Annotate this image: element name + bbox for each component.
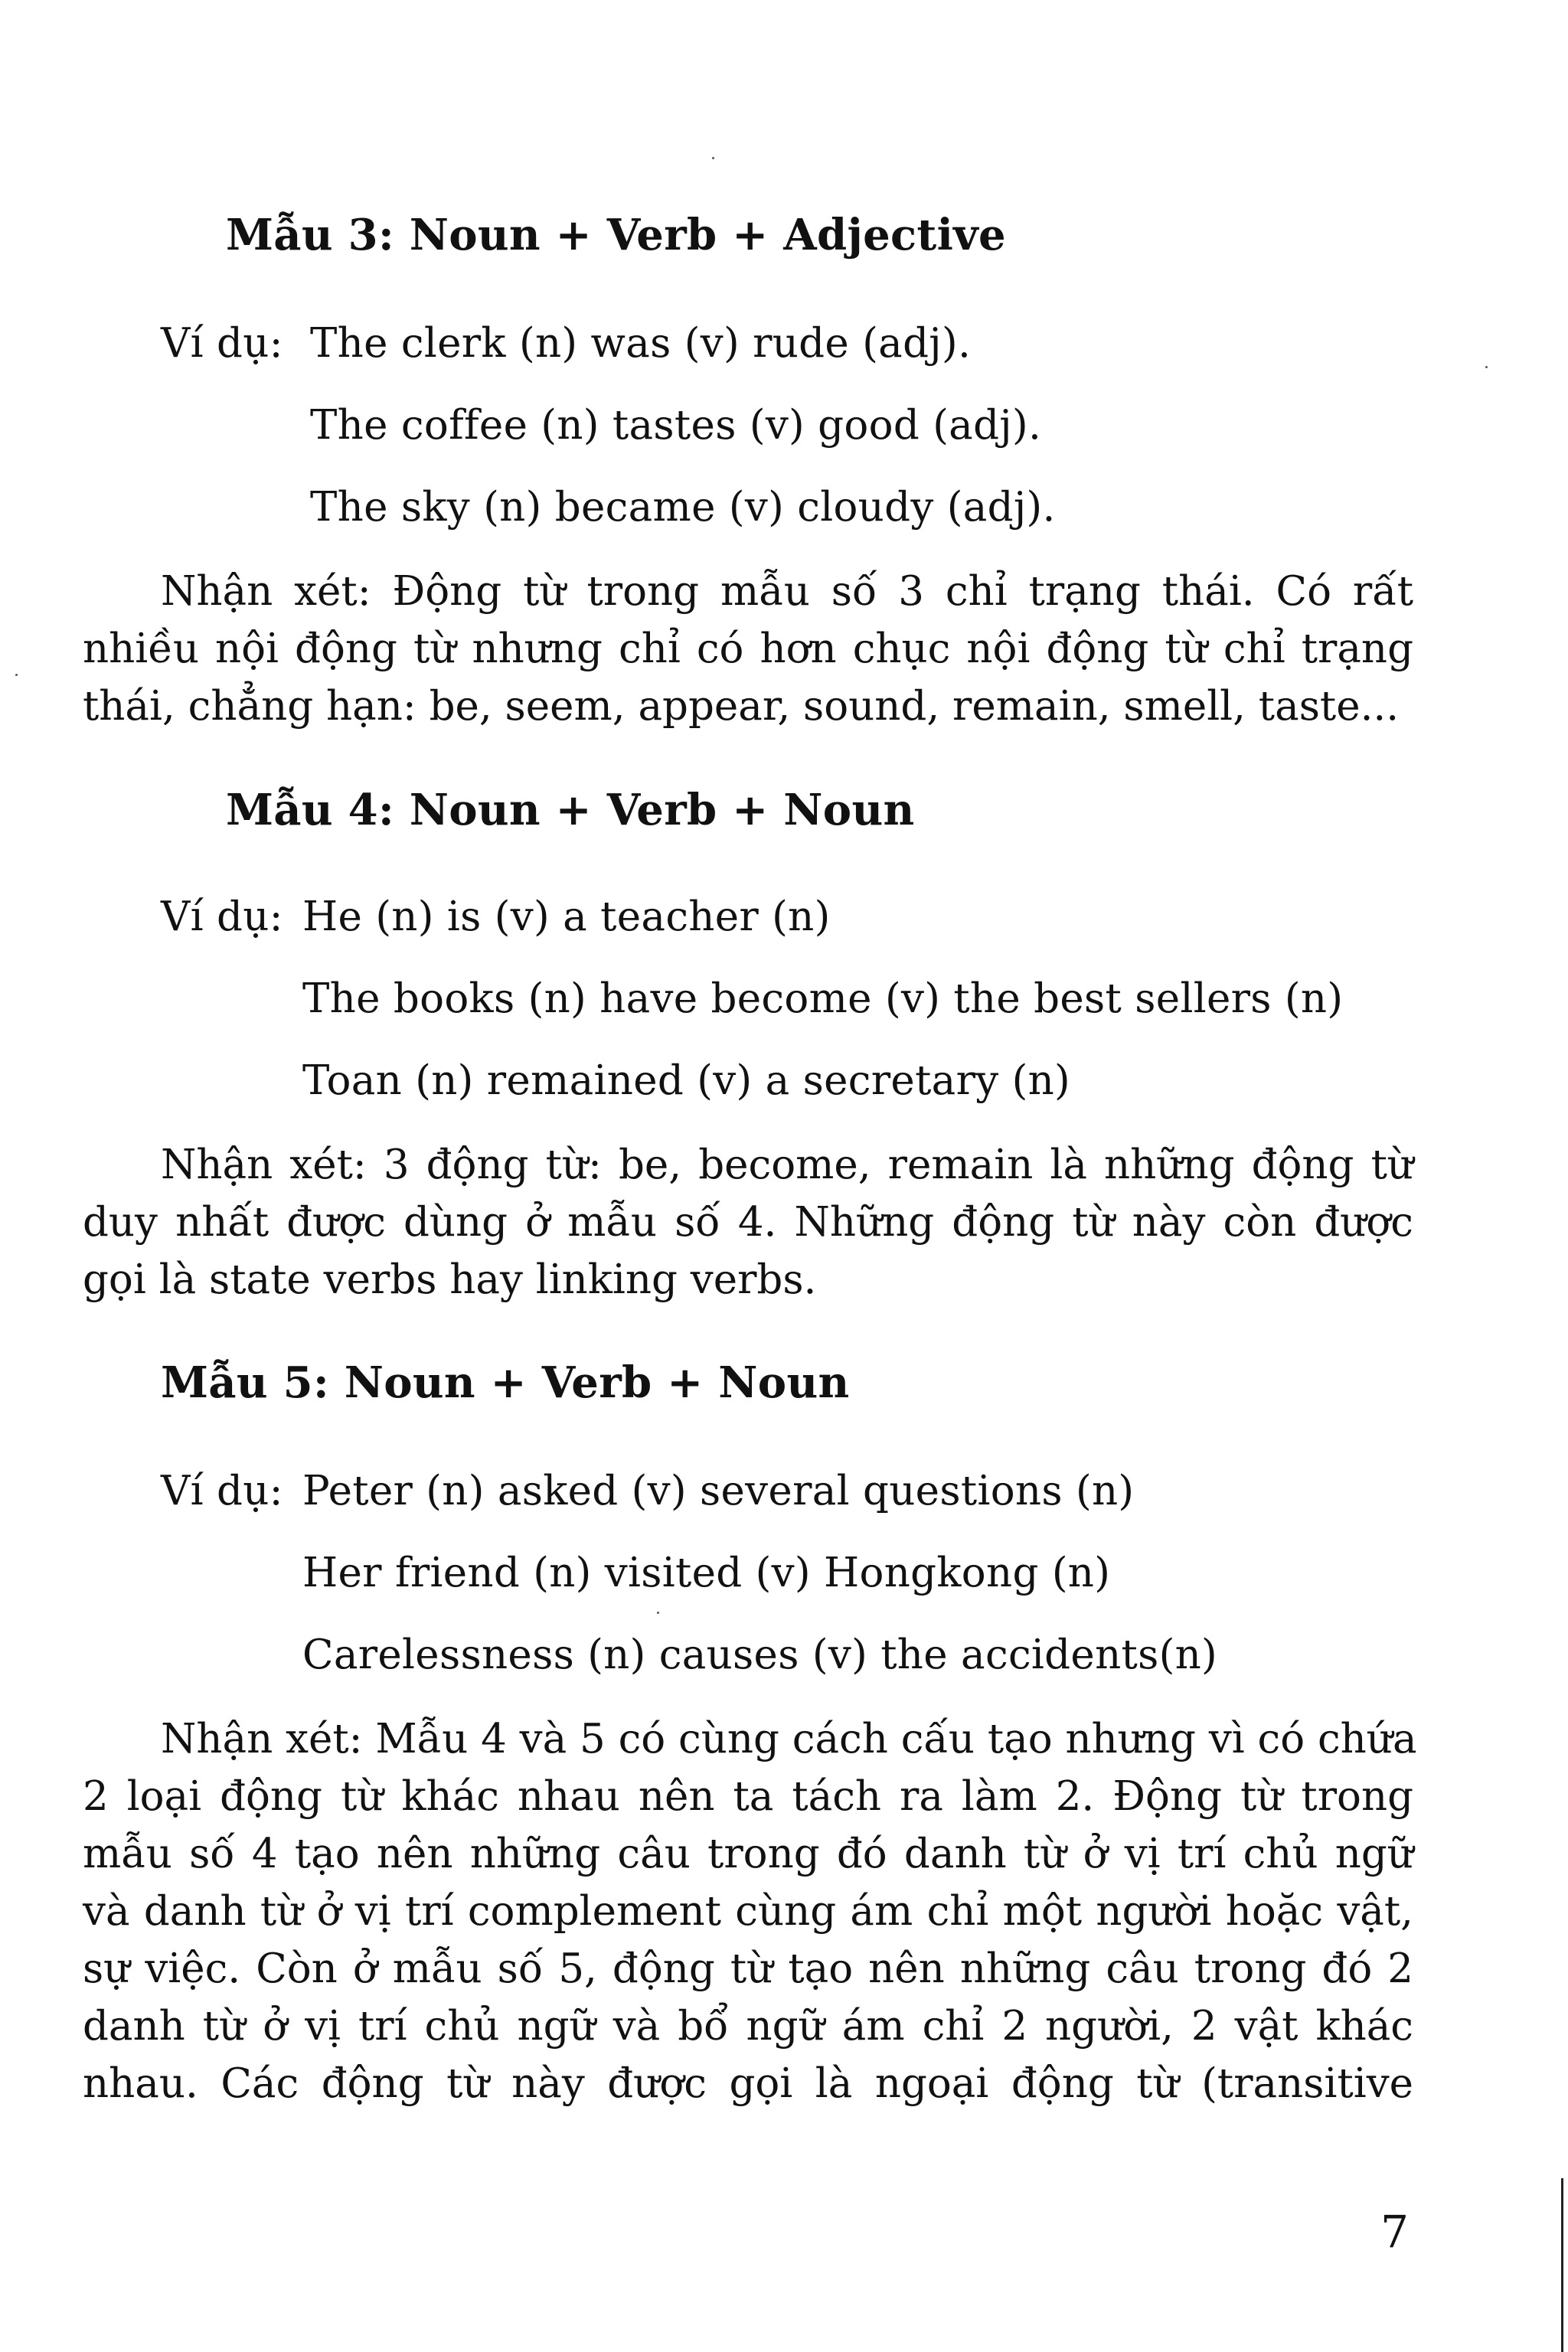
example-label: Ví dụ:	[161, 1468, 283, 1514]
section-heading-mau-5: Mẫu 5: Noun + Verb + Noun	[161, 1357, 850, 1408]
note-line: gọi là state verbs hay linking verbs.	[83, 1256, 817, 1303]
example-sentence: The clerk (n) was (v) rude (adj).	[310, 320, 972, 367]
example-sentence: The coffee (n) tastes (v) good (adj).	[310, 402, 1042, 449]
scan-edge-line	[1561, 2178, 1563, 2352]
note-line: Nhận xét: 3 động từ: be, become, remain là những động từ	[161, 1142, 1413, 1188]
example-sentence: The books (n) have become (v) the best sellers (n)	[302, 975, 1344, 1022]
scan-speck	[657, 1612, 659, 1614]
example-sentence: Peter (n) asked (v) several questions (n)	[302, 1468, 1135, 1514]
example-label: Ví dụ:	[161, 320, 283, 367]
example-label: Ví dụ:	[161, 893, 283, 940]
note-line: sự việc. Còn ở mẫu số 5, động từ tạo nên những câu trong đó 2	[83, 1945, 1413, 1992]
note-line: và danh từ ở vị trí complement cùng ám chỉ một người hoặc vật,	[83, 1888, 1413, 1935]
note-line: Nhận xét: Động từ trong mẫu số 3 chỉ trạng thái. Có rất	[161, 568, 1413, 615]
scan-speck	[1485, 366, 1488, 368]
page-number: 7	[1380, 2206, 1409, 2258]
example-sentence: Toan (n) remained (v) a secretary (n)	[302, 1057, 1070, 1104]
note-line: mẫu số 4 tạo nên những câu trong đó danh từ ở vị trí chủ ngữ	[83, 1831, 1413, 1877]
note-line: thái, chẳng hạn: be, seem, appear, sound, remain, smell, taste...	[83, 683, 1400, 730]
section-heading-mau-3: Mẫu 3: Noun + Verb + Adjective	[226, 210, 1006, 260]
example-sentence: He (n) is (v) a teacher (n)	[302, 893, 831, 940]
example-sentence: Carelessness (n) causes (v) the accidents(n)	[302, 1632, 1217, 1678]
note-line: danh từ ở vị trí chủ ngữ và bổ ngữ ám chỉ 2 người, 2 vật khác	[83, 2003, 1413, 2050]
scan-speck	[15, 674, 18, 676]
note-line: nhau. Các động từ này được gọi là ngoại động từ (transitive	[83, 2060, 1413, 2107]
scan-speck	[712, 157, 714, 159]
note-line: 2 loại động từ khác nhau nên ta tách ra làm 2. Động từ trong	[83, 1773, 1413, 1820]
note-line: Nhận xét: Mẫu 4 và 5 có cùng cách cấu tạo nhưng vì có chứa	[161, 1716, 1417, 1762]
example-sentence: The sky (n) became (v) cloudy (adj).	[310, 484, 1056, 531]
note-line: nhiều nội động từ nhưng chỉ có hơn chục nội động từ chỉ trạng	[83, 626, 1413, 672]
example-sentence: Her friend (n) visited (v) Hongkong (n)	[302, 1550, 1111, 1596]
note-line: duy nhất được dùng ở mẫu số 4. Những động từ này còn được	[83, 1199, 1413, 1246]
section-heading-mau-4: Mẫu 4: Noun + Verb + Noun	[226, 785, 915, 835]
